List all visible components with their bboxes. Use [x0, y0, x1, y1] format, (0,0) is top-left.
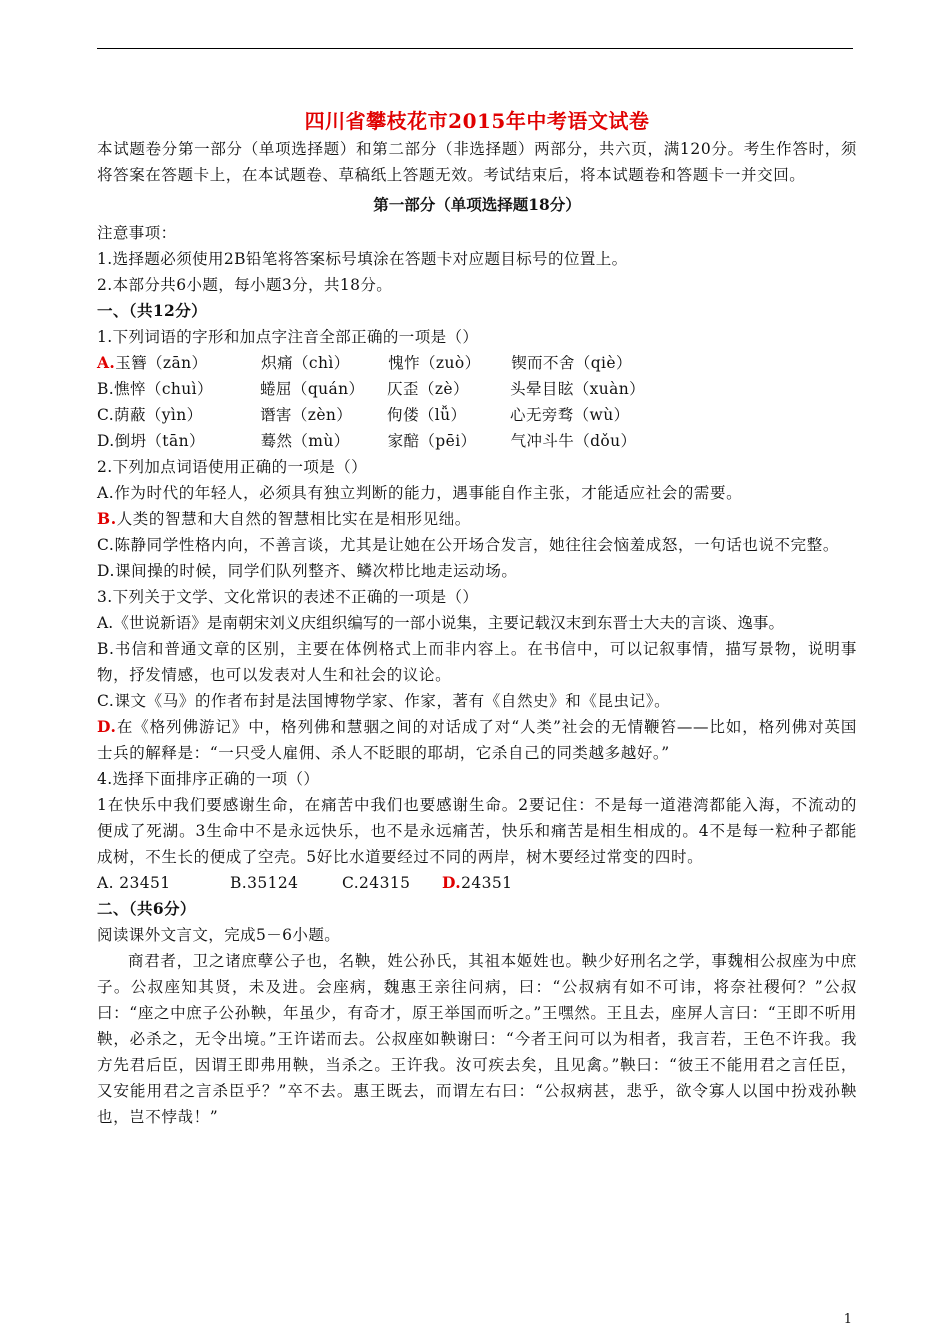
q3-option-a: [97, 610, 857, 636]
q3-stem: 3.下列关于文学、文化常识的表述不正确的一项是（）: [97, 588, 479, 606]
option-text: 作为时代的年轻人，必须具有独立判断的能力，遇事能自作主张，才能适应社会的需要。: [114, 484, 743, 502]
option-letter: A.: [97, 614, 114, 632]
option-text: 课间操的时候，同学们队列整齐、鳞次栉比地走运动场。: [115, 562, 518, 580]
document-body: [97, 106, 857, 1130]
note-item: 2.本部分共6小题，每小题3分，共18分。: [97, 276, 393, 294]
reading-instruction: 阅读课外文言文，完成5－6小题。: [97, 926, 341, 944]
answer-choice: [442, 870, 512, 896]
option-letter: D.: [442, 873, 462, 892]
intro-paragraph: 本试题卷分第一部分（单项选择题）和第二部分（非选择题）两部分，共六页，满120分。考生作答时，须将答案在答题卡上，在本试题卷、草稿纸上答题无效。考试结束后，将本试题卷和答题卡一并交回。: [97, 140, 857, 184]
option-letter: C.: [97, 692, 115, 710]
answer-value: 24351: [461, 874, 513, 892]
part1-heading: 第一部分（单项选择题18分）: [373, 195, 581, 214]
option-word: 头晕目眩（xuàn）: [510, 380, 646, 398]
option-letter: A.: [97, 353, 116, 372]
page-number: 1: [843, 1312, 852, 1327]
option-word: 仄歪（zè）: [387, 380, 469, 398]
option-letter: C.: [342, 874, 360, 892]
option-word: 气冲斗牛（dǒu）: [510, 432, 637, 450]
option-letter: A.: [97, 874, 114, 892]
option-letter: B.: [97, 380, 115, 398]
q4-answers: [97, 870, 857, 896]
option-word: 佝偻（lǚ）: [387, 406, 467, 424]
q2-option-d: [97, 558, 857, 584]
q4-stem: 4.选择下面排序正确的一项（）: [97, 770, 320, 788]
answer-choice: [342, 870, 442, 896]
option-word: 蜷屈（quán）: [260, 380, 365, 398]
option-letter: A.: [97, 484, 115, 502]
q1-stem: 1.下列词语的字形和加点字注音全部正确的一项是（）: [97, 328, 479, 346]
q1-option-d: [97, 428, 857, 454]
option-word: 倒坍（tān）: [114, 432, 205, 450]
q2-stem: 2.下列加点词语使用正确的一项是（）: [97, 458, 367, 476]
section2-heading: 二、（共6分）: [97, 899, 196, 918]
option-letter: C.: [97, 536, 115, 554]
answer-choice: [230, 870, 342, 896]
option-text: 人类的智慧和大自然的智慧相比实在是相形见绌。: [116, 510, 471, 528]
option-letter: D.: [97, 432, 115, 450]
header-rule: [97, 48, 853, 49]
q3-option-d: [97, 714, 857, 766]
option-word: 憔悴（chuì）: [114, 380, 213, 398]
option-word: 愧怍（zuò）: [388, 354, 481, 372]
note-item: 1.选择题必须使用2B铅笔将答案标号填涂在答题卡对应题目标号的位置上。: [97, 250, 628, 268]
q2-option-a: [97, 480, 857, 506]
option-text: 《世说新语》是南朝宋刘义庆组织编写的一部小说集，主要记载汉末到东晋士大夫的言谈、逸事。: [113, 614, 785, 632]
section1-heading: 一、（共12分）: [97, 301, 208, 320]
option-text: 在《格列佛游记》中，格列佛和慧骃之间的对话成了对“人类”社会的无情鞭笞——比如，格列佛对英国士兵的解释是：“一只受人雇佣、杀人不眨眼的耶胡，它杀自己的同类越多越好。”: [97, 718, 857, 762]
option-word: 蓦然（mù）: [260, 432, 350, 450]
option-word: 玉簪（zān）: [115, 354, 208, 372]
option-letter: D.: [97, 717, 117, 736]
answer-value: 23451: [119, 874, 171, 892]
exam-title: 四川省攀枝花市2015年中考语文试卷: [304, 109, 650, 133]
option-word: 心无旁骛（wù）: [510, 406, 630, 424]
option-text: 书信和普通文章的区别，主要在体例格式上而非内容上。在书信中，可以记叙事情，描写景物，说明事物，抒发情感，也可以发表对人生和社会的议论。: [97, 640, 857, 684]
answer-choice: [97, 870, 230, 896]
option-letter: B.: [97, 509, 117, 528]
answer-value: 24315: [359, 874, 411, 892]
q1-option-a: [97, 350, 857, 376]
q2-option-c: [97, 532, 857, 558]
option-letter: C.: [97, 406, 115, 424]
option-word: 荫蔽（yìn）: [114, 406, 203, 424]
notes-label: 注意事项：: [97, 224, 177, 242]
option-text: 课文《马》的作者布封是法国博物学家、作家，著有《自然史》和《昆虫记》。: [114, 692, 671, 710]
option-letter: B.: [230, 874, 248, 892]
answer-value: 35124: [247, 874, 299, 892]
q1-option-b: [97, 376, 857, 402]
q3-option-c: [97, 688, 857, 714]
option-letter: B.: [97, 640, 115, 658]
q2-option-b: [97, 506, 857, 532]
option-text: 陈静同学性格内向，不善言谈，尤其是让她在公开场合发言，她往往会恼羞成怒，一句话也说不完整。: [114, 536, 839, 554]
option-word: 谮害（zèn）: [260, 406, 353, 424]
q1-option-c: [97, 402, 857, 428]
q4-passage: 1在快乐中我们要感谢生命，在痛苦中我们也要感谢生命。2要记住：不是每一道港湾都能入海，不流动的便成了死湖。3生命中不是永远快乐，也不是永远痛苦，快乐和痛苦是相生相成的。4不是每一粒种子都能成树，不生长的便成了空壳。5好比水道要经过不同的两岸，树木要经过常变的四时。: [97, 796, 857, 866]
option-word: 炽痛（chì）: [261, 354, 350, 372]
option-word: 家醅（pēi）: [387, 432, 477, 450]
classical-text: 商君者，卫之诸庶孽公子也，名鞅，姓公孙氏，其祖本姬姓也。鞅少好刑名之学，事魏相公叔座为中庶子。公叔座知其贤，未及进。会座病，魏惠王亲往问病，曰：“公叔病有如不可讳，将奈社稷何？”公叔曰：“座之中庶子公孙鞅，年虽少，有奇才，原王举国而听之。”王嘿然。王且去，座屏人言曰：“王即不听用鞅，必杀之，无令出境。”王许诺而去。公叔座如鞅谢曰：“今者王问可以为相者，我言若，王色不许我。我方先君后臣，因谓王即弗用鞅，当杀之。王许我。汝可疾去矣，且见禽。”鞅曰：“彼王不能用君之言任臣，又安能用君之言杀臣乎？”卒不去。惠王既去，而谓左右曰：“公叔病甚，悲乎，欲令寡人以国中扮戏孙鞅也，岂不悖哉！”: [97, 952, 857, 1126]
option-letter: D.: [97, 562, 116, 580]
option-word: 锲而不舍（qiè）: [511, 354, 632, 372]
q3-option-b: [97, 636, 857, 688]
